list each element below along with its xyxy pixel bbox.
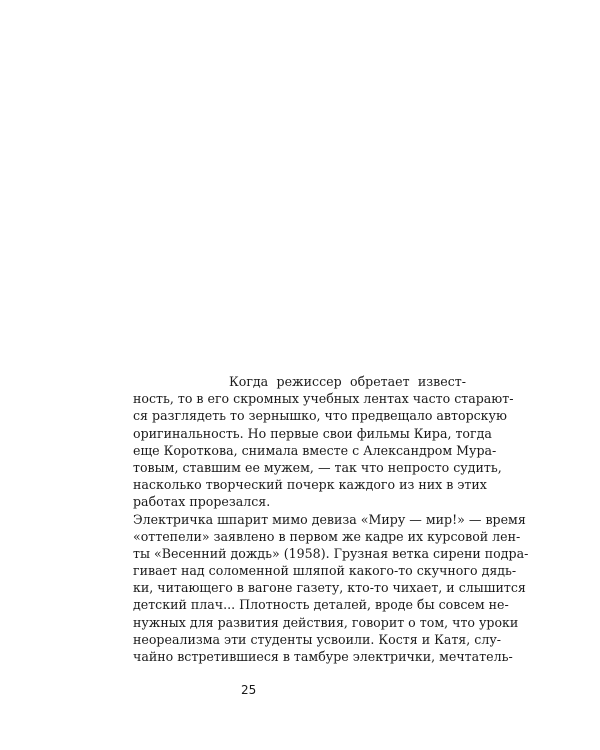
text-line: товым, ставшим ее мужем, — так что непросто судить, [133,459,502,475]
text-line: Когда режиссер обретает извест- [229,374,466,389]
text-line: ность, то в его скромных учебных лентах часто старают- [133,391,514,407]
text-line: гивает над соломенной шляпой какого-то скучного дядь- [133,563,517,579]
page-number: 25 [241,683,257,697]
text-line: нужных для развития действия, говорит о том, что уроки [133,614,519,630]
text-line: неореализма эти студенты усвоили. Костя и Катя, слу- [133,631,501,647]
text-line: ты «Весенний дождь» (1958). Грузная ветка сирени подра- [133,545,529,561]
text-line: «оттепели» заявлено в первом же кадре их курсовой лен- [133,528,521,544]
text-line: оригинальность. Но первые свои фильмы Кира, тогда [133,425,492,441]
text-line: ки, читающего в вагоне газету, кто-то чихает, и слышится [133,580,526,596]
text-line: чайно встретившиеся в тамбуре электрички, мечтатель- [133,649,513,664]
text-line: насколько творческий почерк каждого из них в этих [133,477,487,493]
body-text [133,373,529,665]
text-line: ся разглядеть то зернышко, что предвещало авторскую [133,408,507,424]
text-line: работах прорезался. [133,494,271,510]
text-line: детский плач... Плотность деталей, вроде бы совсем не- [133,597,509,613]
text-line: Электричка шпарит мимо девиза «Миру — мир!» — время [133,511,526,527]
text-line: еще Короткова, снимала вместе с Александром Мура- [133,442,497,458]
